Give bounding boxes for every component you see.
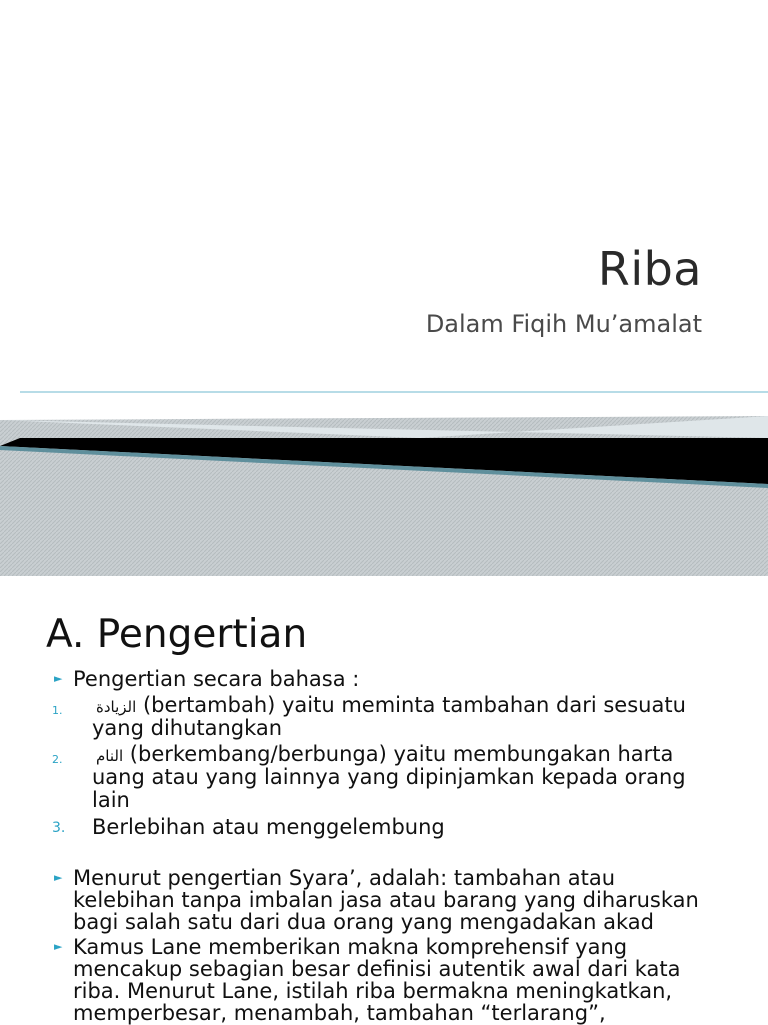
list-item-2-line1 bbox=[96, 743, 673, 767]
bullet-3-line4: memperbesar, menambah, tambahan “terlarang”, bbox=[73, 1001, 606, 1025]
list-item-2-text: (berkembang/berbunga) yaitu membungakan harta bbox=[123, 742, 674, 766]
triangle-bullet-icon: ► bbox=[54, 940, 63, 953]
list-item-1-line2: yang dihutangkan bbox=[92, 716, 283, 740]
bullet-2-line3: bagi salah satu dari dua orang yang mengadakan akad bbox=[73, 910, 654, 934]
list-item-2-line3: lain bbox=[92, 788, 130, 812]
list-item-1-line1 bbox=[96, 694, 686, 718]
triangle-bullet-icon: ► bbox=[54, 871, 63, 884]
bullet-2-line2: kelebihan tanpa imbalan jasa atau barang yang diharuskan bbox=[73, 888, 699, 912]
triangle-bullet-icon: ► bbox=[54, 672, 63, 685]
decorative-band bbox=[0, 380, 768, 576]
arabic-term-1: الزيادة bbox=[96, 698, 137, 716]
bullet-2-line1: Menurut pengertian Syara’, adalah: tambahan atau bbox=[73, 866, 616, 890]
list-item-3-text: Berlebihan atau menggelembung bbox=[92, 815, 445, 839]
slide-subtitle: Dalam Fiqih Mu’amalat bbox=[425, 310, 702, 338]
slide-title: Riba bbox=[597, 242, 702, 296]
bullet-1-text: Pengertian secara bahasa : bbox=[73, 667, 360, 691]
list-item-2-line2: uang atau yang lainnya yang dipinjamkan kepada orang bbox=[92, 765, 686, 789]
bullet-3-line1: Kamus Lane memberikan makna komprehensif yang bbox=[73, 935, 628, 959]
section-heading: A. Pengertian bbox=[46, 612, 308, 657]
bullet-3-line2: mencakup sebagian besar definisi autentik awal dari kata bbox=[73, 957, 681, 981]
list-number-2: 2. bbox=[52, 753, 63, 766]
bullet-3-line3: riba. Menurut Lane, istilah riba bermakna meningkatkan, bbox=[73, 979, 673, 1003]
list-item-1-text: (bertambah) yaitu meminta tambahan dari sesuatu bbox=[136, 693, 686, 717]
arabic-term-2: النام bbox=[96, 747, 124, 765]
list-number-3: 3. bbox=[52, 820, 66, 836]
list-number-1: 1. bbox=[52, 704, 63, 717]
